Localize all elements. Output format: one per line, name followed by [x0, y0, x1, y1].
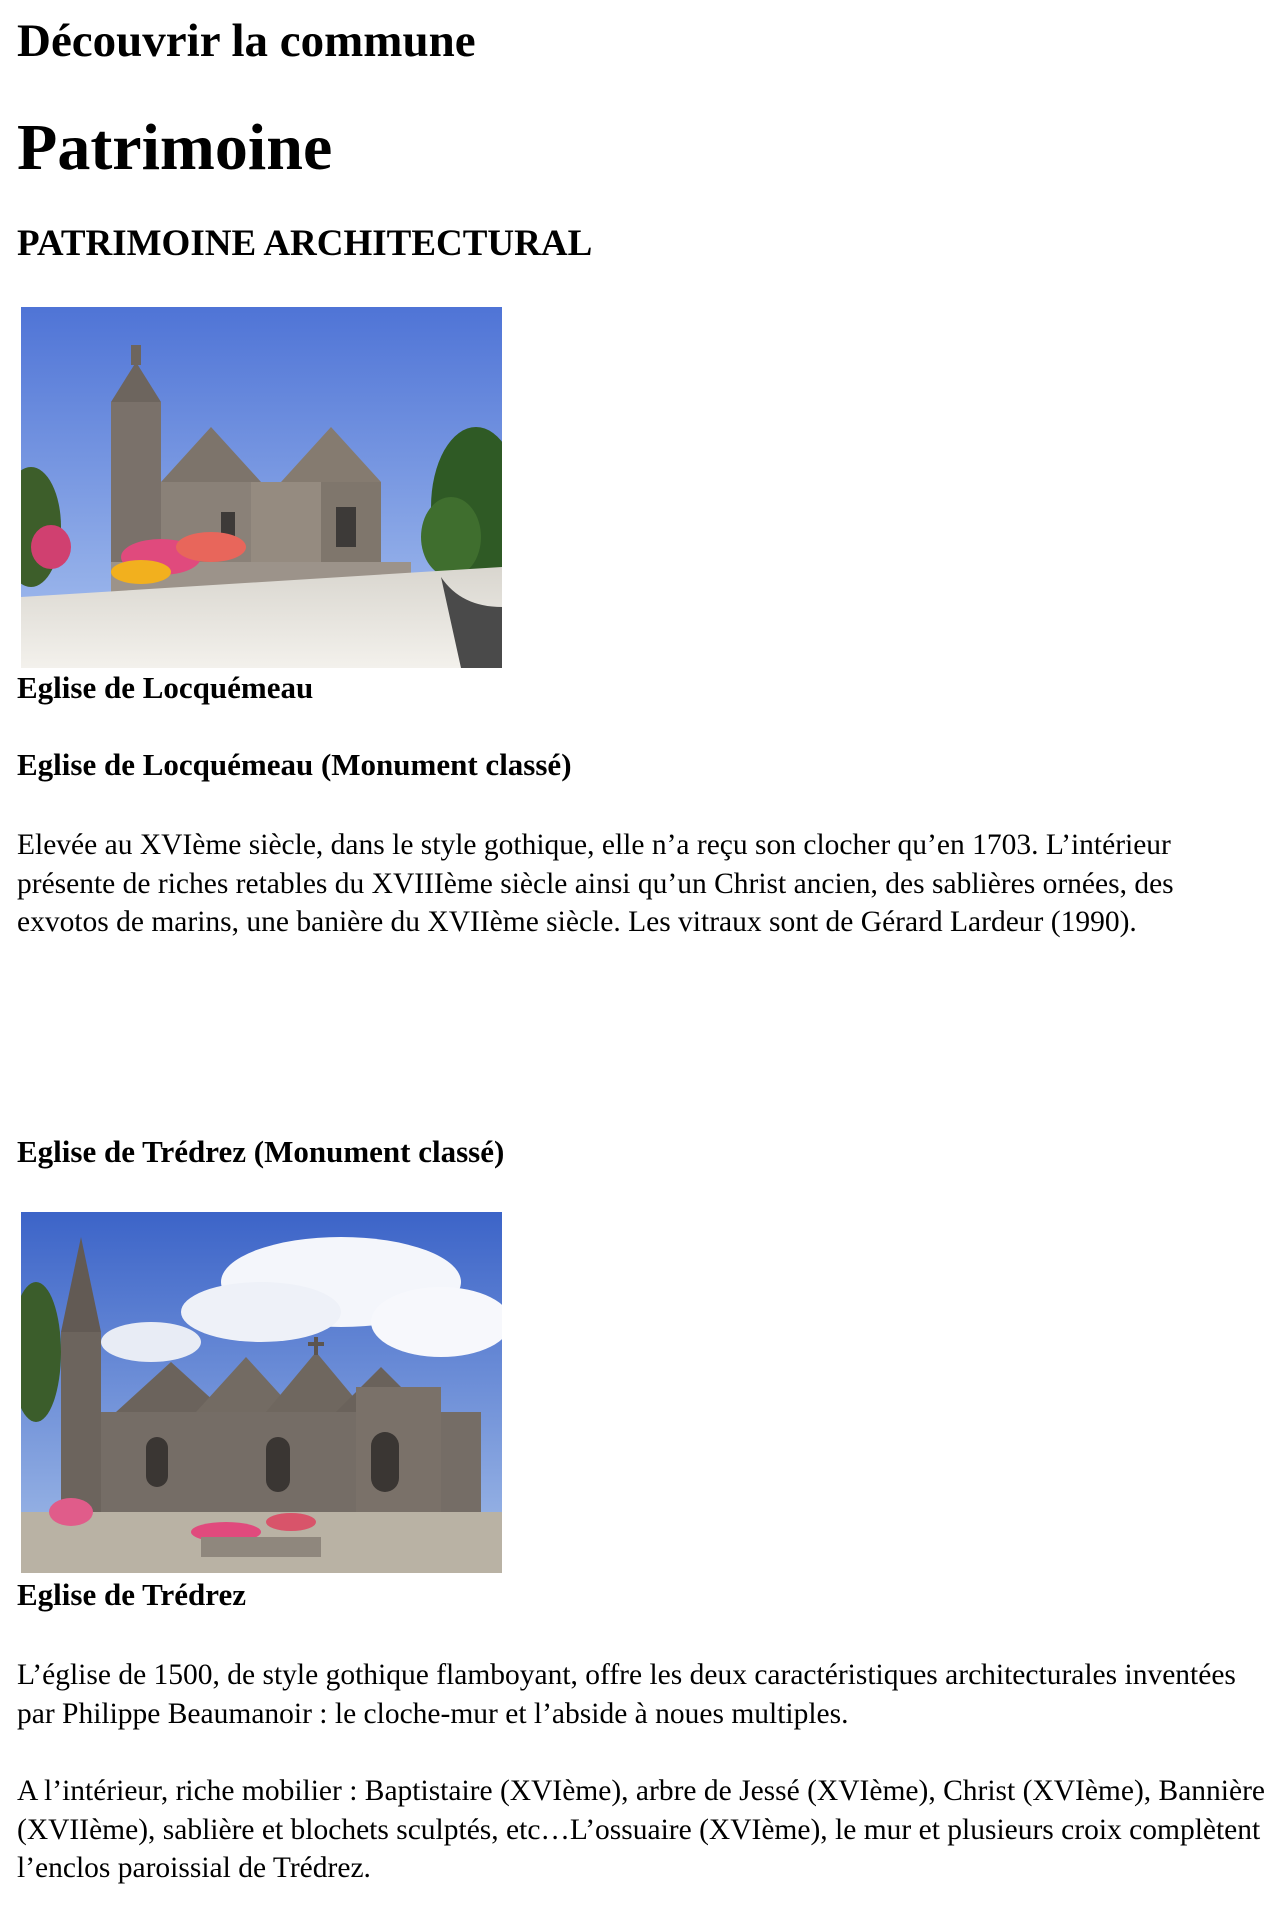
- church-tredrez-heading: Eglise de Trédrez (Monument classé): [17, 1134, 505, 1169]
- church-locquemeau-caption: Eglise de Locquémeau: [17, 670, 314, 705]
- church-tredrez-photo: [21, 1212, 502, 1573]
- church-locquemeau-description: Elevée au XVIème siècle, dans le style gothique, elle n’a reçu son clocher qu’en 1703. L’intérieur présente de riches retables du XVIIIème siècle ainsi qu’un Christ ancien, des sablières ornées, des exvotos de marins, une banière du XVIIème siècle. Les vitraux sont de Gérard Lardeur (1990).: [17, 829, 1174, 938]
- church-tredrez-description-1: L’église de 1500, de style gothique flamboyant, offre les deux caractéristiques architecturales inventées par Philippe Beaumanoir : le cloche-mur et l’abside à noues multiples.: [17, 1659, 1236, 1730]
- church-locquemeau-photo: [21, 307, 502, 668]
- church-locquemeau-heading: Eglise de Locquémeau (Monument classé): [17, 747, 572, 782]
- church-tredrez-description-2: A l’intérieur, riche mobilier : Baptistaire (XVIème), arbre de Jessé (XVIème), Christ (XVIème), Bannière (XVIIème), sablière et blochets sculptés, etc…L’ossuaire (XVIème), le mur et plusieurs croix complètent l’enclos paroissial de Trédrez.: [17, 1775, 1266, 1884]
- page-title: Patrimoine: [17, 111, 333, 184]
- subsection-heading: PATRIMOINE ARCHITECTURAL: [17, 223, 593, 264]
- section-heading: Découvrir la commune: [17, 15, 476, 67]
- church-tredrez-caption: Eglise de Trédrez: [17, 1577, 247, 1612]
